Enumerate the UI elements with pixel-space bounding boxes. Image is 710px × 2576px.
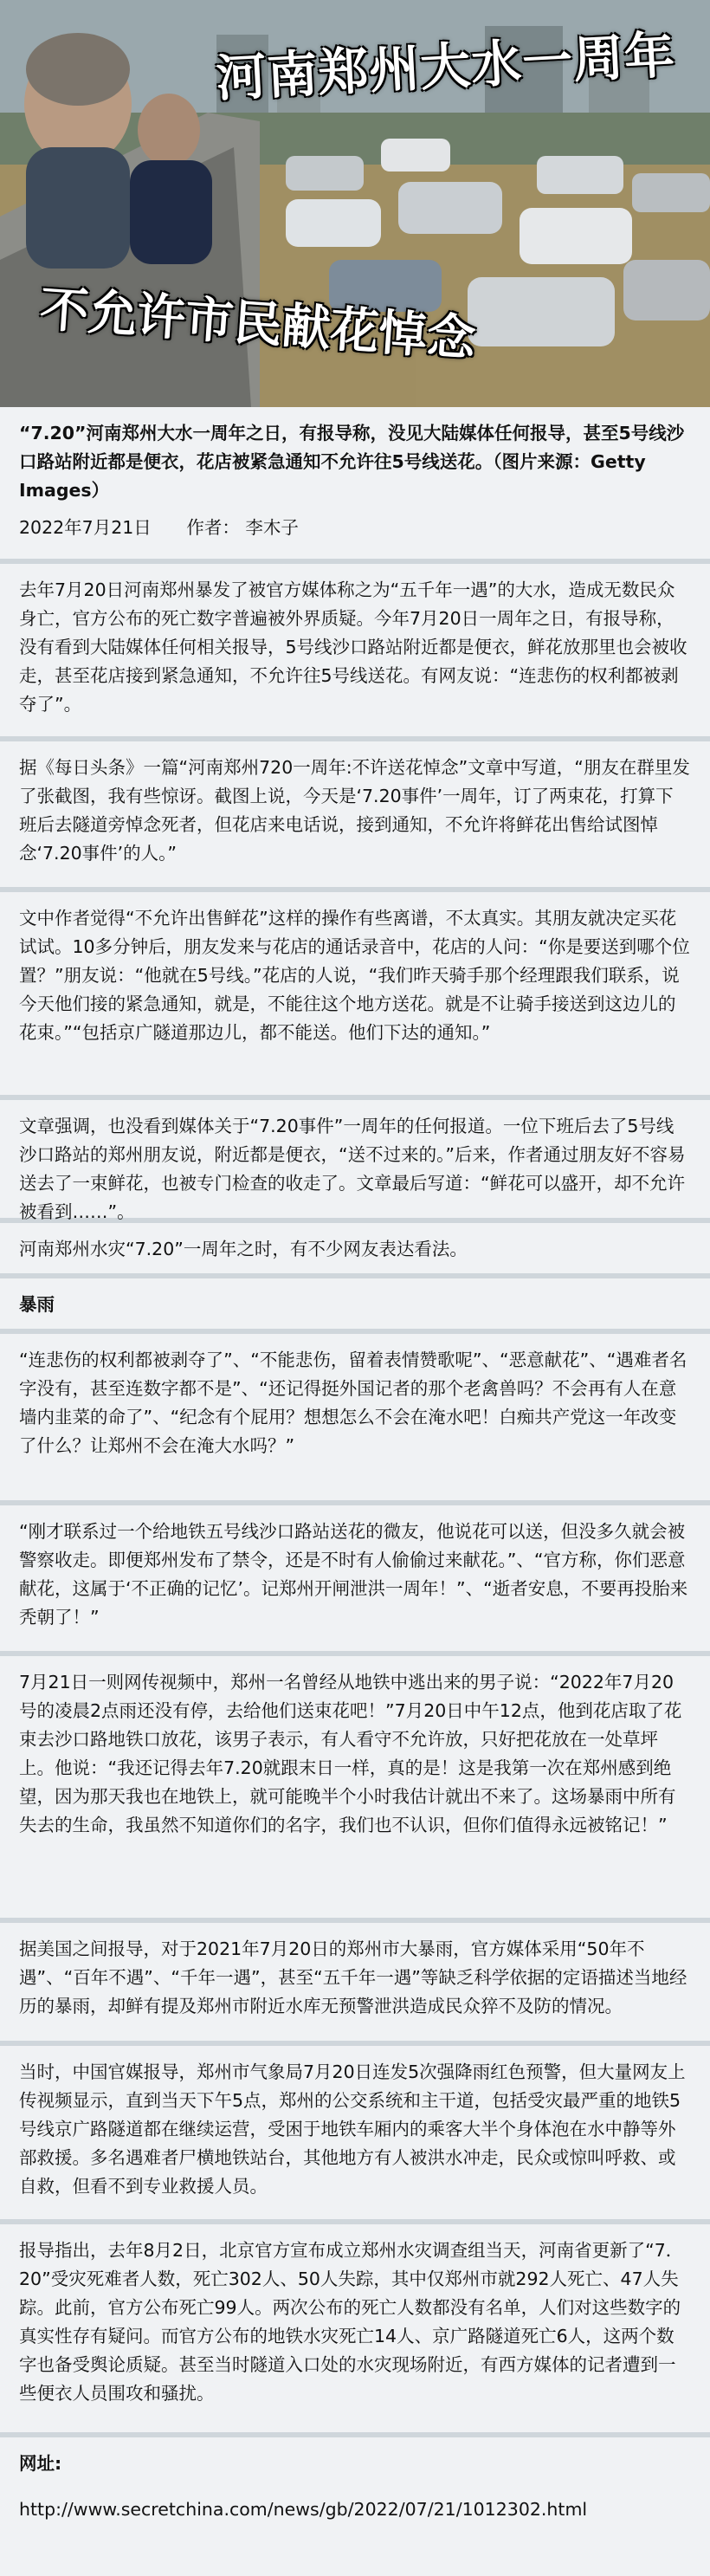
heading-block xyxy=(0,1278,710,1329)
author: 作者： 李木子 xyxy=(186,517,299,538)
paragraph-block xyxy=(0,892,710,1095)
paragraph: 当时，中国官媒报导，郑州市气象局7月20日连发5次强降雨红色预警，但大量网友上传视频显示，直到当天下午5点，郑州的公交系统和主干道，包括受灾最严重的地铁5号线京广路隧道都在继续运营，受困于地铁车厢内的乘客大半个身体泡在水中静等外部救援。多名遇难者尸横地铁站台，其他地方有人被洪水冲走，民众或惊叫呼救、或自救，但看不到专业救援人员。 xyxy=(19,2061,686,2197)
paragraph-block xyxy=(0,1334,710,1500)
paragraph: “刚才联系过一个给地铁五号线沙口路站送花的微友，他说花可以送，但没多久就会被警察收走。即便郑州发布了禁令，还是不时有人偷偷过来献花。”、“官方称，你们恶意献花，这属于‘不正确的记忆’。记郑州开闸泄洪一周年！”、“逝者安息，不要再投胎来秃朝了！” xyxy=(19,1521,688,1628)
paragraph: 文中作者觉得“不允许出售鲜花”这样的操作有些离谱，不太真实。其朋友就决定买花试试。10多分钟后，朋友发来与花店的通话录音中，花店的人问：“你是要送到哪个位置？”朋友说：“他就在5号线。”花店的人说，“我们昨天骑手那个经理跟我们联系，说今天他们接的紧急通知，就是，不能往这个地方送花。就是不让骑手接送到这边儿的花束。”“包括京广隧道那边儿，都不能送。他们下达的通知。” xyxy=(19,908,690,1043)
footer-block xyxy=(0,2437,710,2576)
caption-block xyxy=(0,407,710,559)
hero-subtitle: 不允许市民献花悼念 xyxy=(38,281,478,368)
paragraph: 报导指出，去年8月2日，北京官方宣布成立郑州水灾调查组当天，河南省更新了“7．20”受灾死难者人数，死亡302人、50人失踪，其中仅郑州市就292人死亡、47人失踪。此前，官方公布死亡99人。两次公布的死亡人数都没有名单，人们对这些数字的真实性存有疑问。而官方公布的地铁水灾死亡14人、京广路隧道死亡6人，这两个数字也备受舆论质疑。甚至当时隧道入口处的水灾现场附近，有西方媒体的记者遭到一些便衣人员围攻和骚扰。 xyxy=(19,2240,684,2404)
url-label: 网址: xyxy=(19,2453,62,2474)
paragraph-block xyxy=(0,564,710,736)
paragraph-block xyxy=(0,2224,710,2432)
hero-title: 河南郑州大水一周年 xyxy=(214,25,677,108)
paragraph-block xyxy=(0,1923,710,2041)
paragraph-block xyxy=(0,1505,710,1651)
image-caption: “7.20”河南郑州大水一周年之日，有报导称，没见大陆媒体任何报导，甚至5号线沙口路站附近都是便衣，花店被紧急通知不允许往5号线送花。（图片来源：Getty Images） xyxy=(19,423,685,501)
paragraph: 河南郑州水灾“7.20”一周年之时，有不少网友表达看法。 xyxy=(19,1239,468,1259)
paragraph: 据美国之间报导，对于2021年7月20日的郑州市大暴雨，官方媒体采用“50年不遇”、“百年不遇”、“千年一遇”，甚至“五千年一遇”等缺乏科学依据的定语描述当地经历的暴雨，却鲜有提及郑州市附近水库无预警泄洪造成民众猝不及防的情况。 xyxy=(19,1938,687,2016)
publish-date: 2022年7月21日 xyxy=(19,517,152,538)
source-url-link[interactable]: http://www.secretchina.com/news/gb/2022/07/21/1012302.html xyxy=(19,2499,588,2520)
paragraph: 7月21日一则网传视频中，郑州一名曾经从地铁中逃出来的男子说：“2022年7月20号的凌晨2点雨还没有停，去给他们送束花吧！”7月20日中午12点，他到花店取了花束去沙口路地铁口放花，该男子表示，有人看守不允许放，只好把花放在一处草坪上。他说：“我还记得去年7.20就跟末日一样，真的是！这是我第一次在郑州感到绝望，因为那天我也在地铁上，就可能晚半个小时我估计就出不来了。这场暴雨中所有失去的生命，我虽然不知道你们的名字，我们也不认识，但你们值得永远被铭记！” xyxy=(19,1672,682,1835)
paragraph-block xyxy=(0,741,710,887)
paragraph: 去年7月20日河南郑州暴发了被官方媒体称之为“五千年一遇”的大水，造成无数民众身亡，官方公布的死亡数字普遍被外界质疑。今年7月20日一周年之日，有报导称，没有看到大陆媒体任何相关报导，5号线沙口路站附近都是便衣，鲜花放那里也会被收走，甚至花店接到紧急通知，不允许往5号线送花。有网友说：“连悲伤的权利都被剥夺了”。 xyxy=(19,579,687,715)
section-heading: 暴雨 xyxy=(19,1294,55,1315)
paragraph-block xyxy=(0,1100,710,1222)
paragraph: 据《每日头条》一篇“河南郑州720一周年:不许送花悼念”文章中写道，“朋友在群里发了张截图，我有些惊讶。截图上说，今天是‘7.20事件’一周年，订了两束花，打算下班后去隧道旁悼念死者，但花店来电话说，接到通知，不允许将鲜花出售给试图悼念‘7.20事件’的人。” xyxy=(19,757,690,864)
paragraph: “连悲伤的权利都被剥夺了”、“不能悲伤，留着表情赞歌呢”、“恶意献花”、“遇难者名字没有，甚至连数字都不是”、“还记得挺外国记者的那个老禽兽吗？不会再有人在意墙内韭菜的命了”、“纪念有个屁用？想想怎么不会在淹水吧！白痴共产党这一年改变了什么？让郑州不会在淹大水吗？” xyxy=(19,1349,687,1456)
paragraph-block xyxy=(0,2046,710,2219)
hero-image xyxy=(0,0,710,407)
paragraph-block xyxy=(0,1223,710,1273)
paragraph: 文章强调，也没看到媒体关于“7.20事件”一周年的任何报道。一位下班后去了5号线沙口路站的郑州朋友说，附近都是便衣，“送不过来的。”后来，作者通过朋友好不容易送去了一束鲜花，也被专门检查的收走了。文章最后写道：“鲜花可以盛开，却不允许被看到……”。 xyxy=(19,1116,686,1222)
article-meta xyxy=(19,514,691,542)
paragraph-block xyxy=(0,1656,710,1918)
